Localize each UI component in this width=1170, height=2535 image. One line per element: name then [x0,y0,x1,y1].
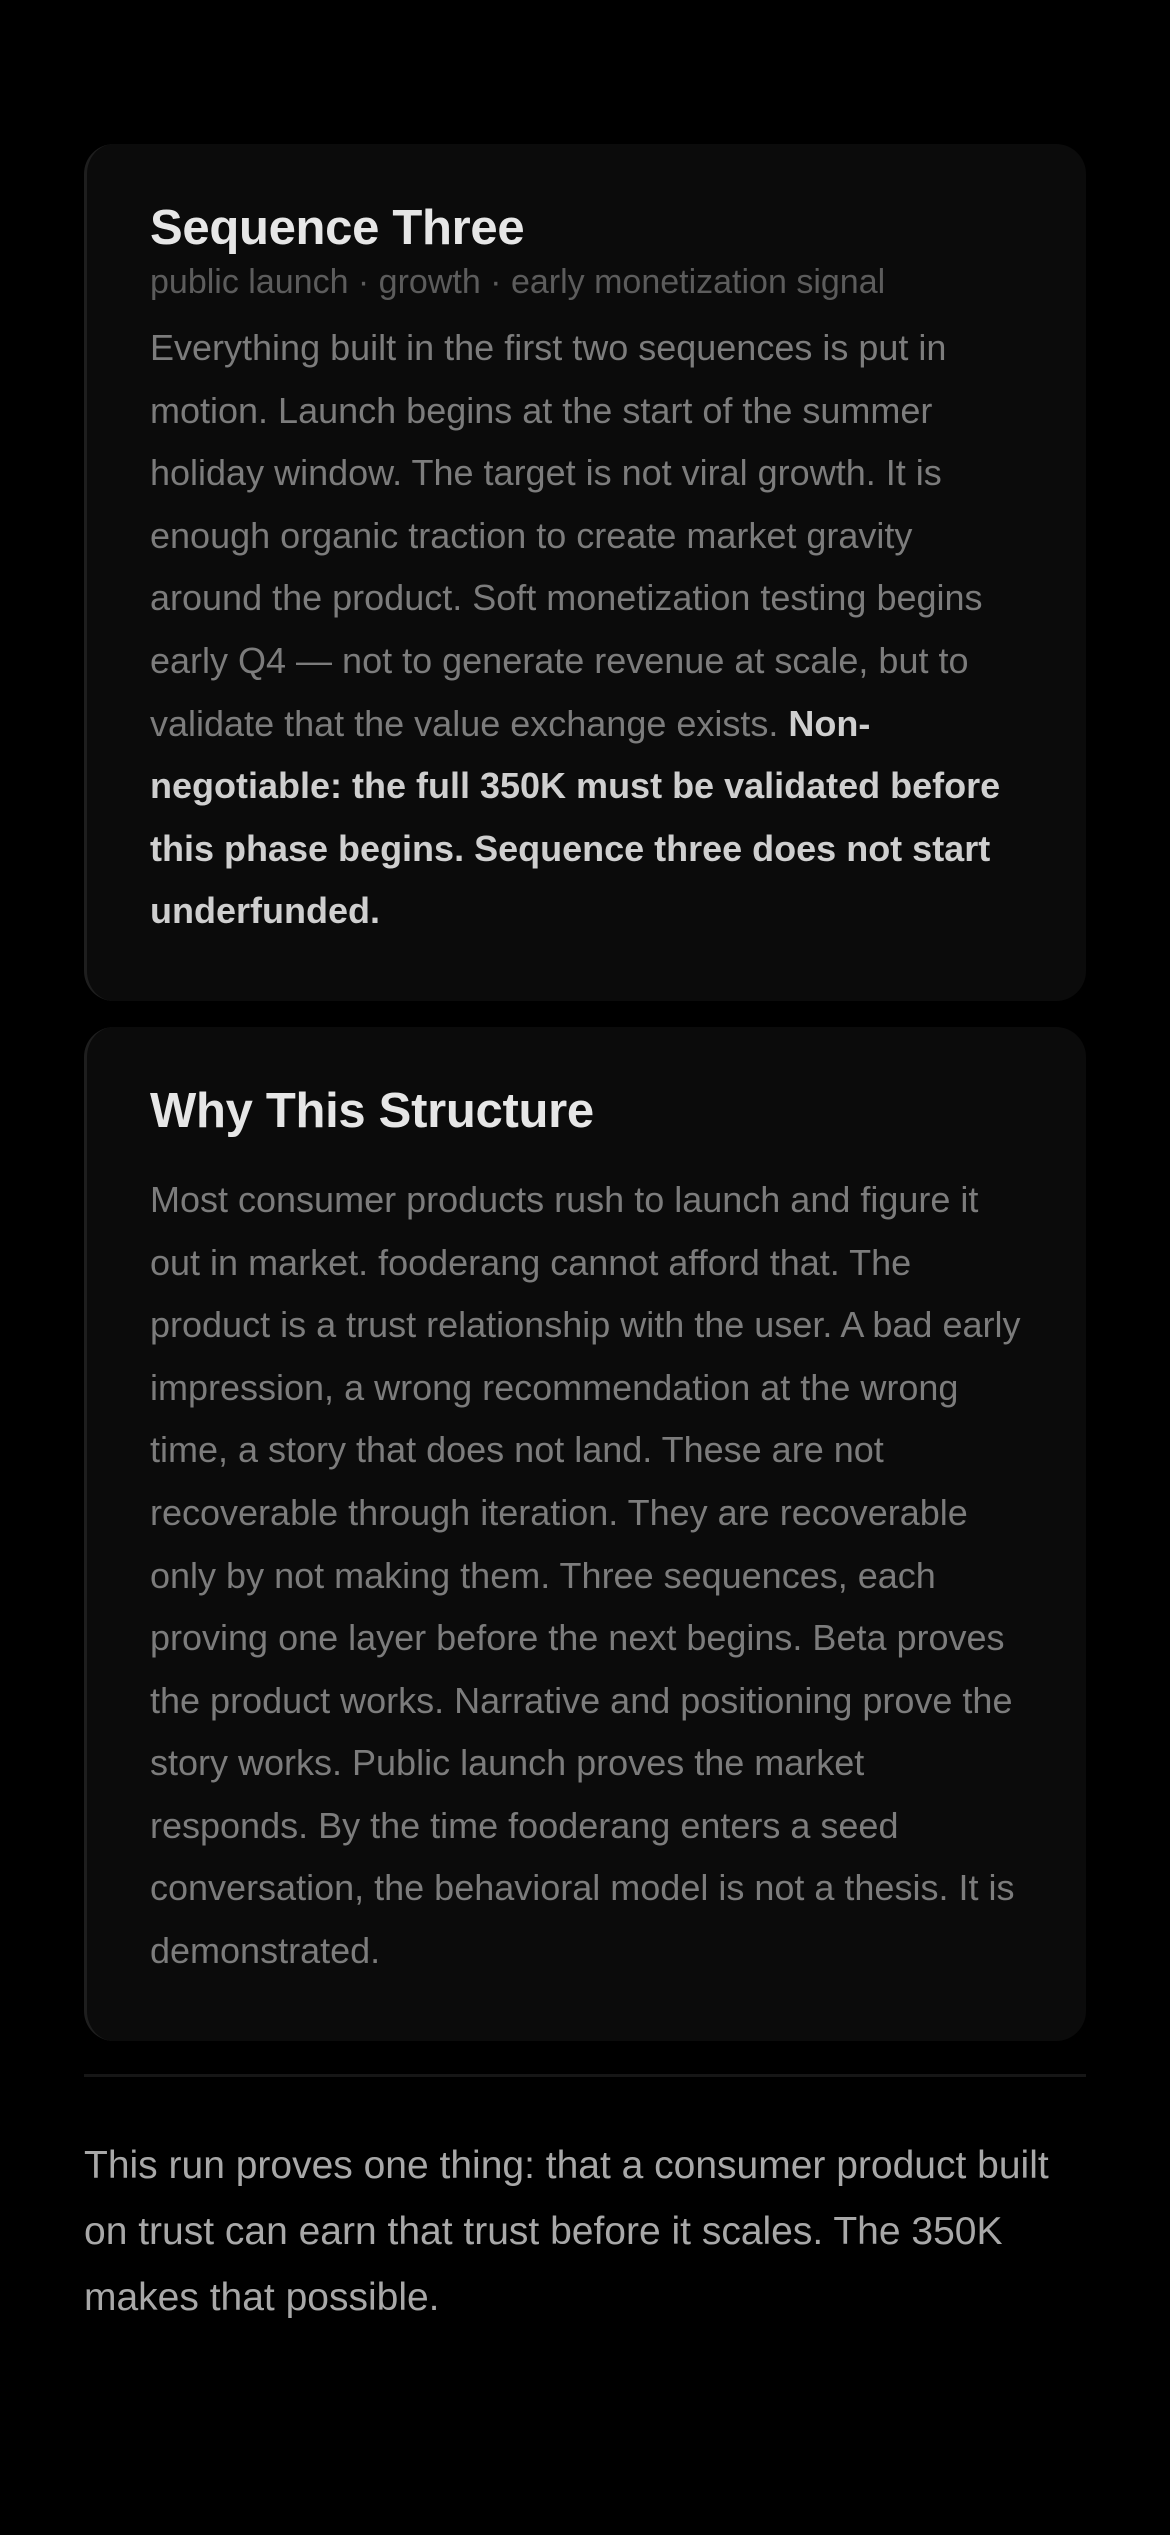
section-title: Why This Structure [150,1083,594,1138]
section-subtitle: public launch · growth · early monetization signal [150,263,886,301]
section-emphasis-text: Non-negotiable: the full 350K must be validated before this phase begins. Sequence three does not start underfunded. [150,702,1001,932]
closing-statement: This run proves one thing: that a consumer product built on trust can earn that trust before it scales. The 350K makes that possible. [84,2143,1049,2319]
content-column [84,144,1086,2331]
section-body [150,317,1026,943]
why-this-structure-card [84,1027,1086,2041]
sequence-three-card [84,144,1086,1001]
section-title: Sequence Three [150,201,525,255]
section-body-text: Everything built in the first two sequences is put in motion. Launch begins at the start of the summer holiday window. The target is not viral growth. It is enough organic traction to create market gravity around the product. Soft monetization testing begins early Q4 — not to generate revenue at scale, but to validate that the value exchange exists. [150,327,983,744]
section-body: Most consumer products rush to launch and figure it out in market. fooderang cannot afford that. The product is a trust relationship with the user. A bad early impression, a wrong recommendation at the wrong time, a story that does not land. These are not recoverable through iteration. They are recoverable only by not making them. Three sequences, each proving one layer before the next begins. Beta proves the product works. Narrative and positioning prove the story works. Public launch proves the market responds. By the time fooderang enters a seed conversation, the behavioral model is not a thesis. It is demonstrated. [150,1178,1021,1972]
section-divider [84,2074,1086,2077]
